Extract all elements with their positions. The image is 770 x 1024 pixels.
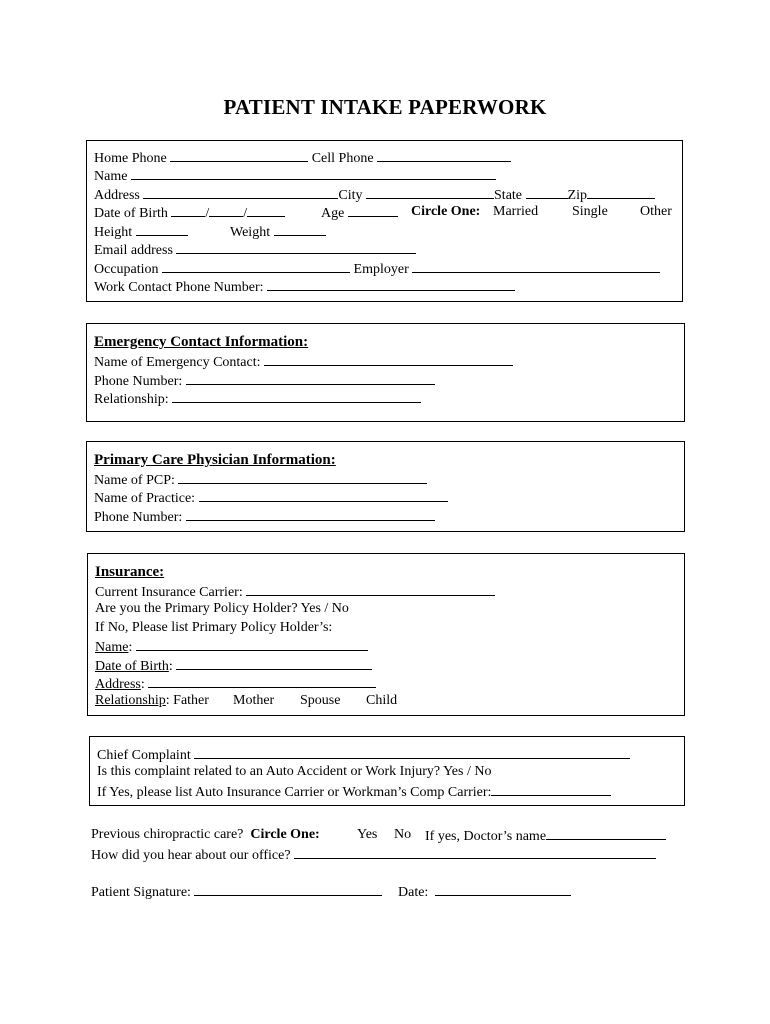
prev-care-row [91, 826, 320, 844]
occupation-row [94, 259, 660, 279]
marital-option-married[interactable]: Married [493, 204, 539, 219]
occupation-label: Occupation [94, 262, 159, 277]
work-phone-field[interactable] [267, 277, 515, 291]
name-label: Name [94, 169, 128, 184]
name-row [94, 166, 496, 186]
signature-row [91, 882, 382, 902]
doctor-name-label: If yes, Doctor’s name [425, 829, 547, 844]
height-row [94, 222, 188, 242]
referral-field[interactable] [294, 845, 656, 859]
dob-day-field[interactable] [209, 203, 243, 217]
weight-group [230, 222, 326, 242]
relationship-option-child[interactable]: Child [366, 693, 398, 708]
pcp-phone-label: Phone Number: [94, 510, 183, 525]
age-group [321, 203, 398, 223]
pcp-name-field[interactable] [178, 470, 427, 484]
emergency-phone-label: Phone Number: [94, 374, 183, 389]
pcp-practice-label: Name of Practice: [94, 491, 196, 506]
prev-care-option-yes[interactable]: Yes [357, 827, 378, 842]
pcp-heading: Primary Care Physician Information: [94, 452, 336, 468]
emergency-name-field[interactable] [264, 352, 513, 366]
dob-separator: / [205, 206, 210, 221]
colon: : [165, 693, 170, 708]
colon: : [140, 677, 145, 692]
work-phone-row [94, 277, 515, 297]
auto-carrier-row [97, 782, 611, 802]
weight-field[interactable] [274, 222, 326, 236]
email-row [94, 240, 416, 260]
age-label: Age [321, 206, 345, 221]
dob-month-field[interactable] [171, 203, 205, 217]
holder-dob-row [95, 656, 372, 676]
holder-name-row [95, 637, 368, 657]
age-field[interactable] [348, 203, 398, 217]
holder-dob-field[interactable] [176, 656, 372, 670]
employer-label: Employer [353, 262, 409, 277]
emergency-name-label: Name of Emergency Contact: [94, 355, 261, 370]
holder-address-row [95, 674, 376, 694]
holder-address-label: Address [95, 677, 141, 692]
chief-complaint-label: Chief Complaint [97, 748, 191, 763]
injury-related-question[interactable]: Is this complaint related to an Auto Accident or Work Injury? Yes / No [97, 764, 492, 779]
doctor-name-field[interactable] [546, 826, 666, 840]
policy-holder-question[interactable]: Are you the Primary Policy Holder? Yes / No [95, 601, 349, 616]
dob-year-field[interactable] [247, 203, 285, 217]
emergency-heading: Emergency Contact Information: [94, 334, 309, 350]
address-label: Address [94, 188, 140, 203]
insurance-carrier-field[interactable] [246, 582, 495, 596]
prev-care-label: Previous chiropractic care? [91, 827, 244, 842]
date-label: Date: [398, 885, 429, 900]
holder-dob-label: Date of Birth [95, 659, 169, 674]
holder-relationship-row [95, 692, 209, 710]
signature-field[interactable] [194, 882, 382, 896]
home-phone-label: Home Phone [94, 151, 167, 166]
emergency-phone-field[interactable] [186, 371, 435, 385]
name-field[interactable] [131, 166, 496, 180]
email-label: Email address [94, 243, 173, 258]
pcp-name-row [94, 470, 427, 490]
auto-carrier-field[interactable] [491, 782, 611, 796]
zip-field[interactable] [587, 185, 655, 199]
insurance-carrier-label: Current Insurance Carrier: [95, 585, 243, 600]
emergency-phone-row [94, 371, 435, 391]
emergency-relationship-label: Relationship: [94, 392, 169, 407]
pcp-name-label: Name of PCP: [94, 473, 175, 488]
dob-row [94, 203, 285, 223]
marital-option-other[interactable]: Other [640, 204, 672, 219]
occupation-field[interactable] [162, 259, 350, 273]
cell-phone-field[interactable] [377, 148, 511, 162]
email-field[interactable] [176, 240, 416, 254]
address-row [94, 185, 655, 205]
zip-label: Zip [567, 188, 587, 203]
date-field[interactable] [435, 882, 571, 896]
cell-phone-label: Cell Phone [311, 151, 374, 166]
policy-holder-instruction: If No, Please list Primary Policy Holder’s: [95, 620, 333, 635]
height-label: Height [94, 225, 133, 240]
referral-label: How did you hear about our office? [91, 848, 291, 863]
colon: : [168, 659, 173, 674]
holder-address-field[interactable] [148, 674, 376, 688]
insurance-carrier-row [95, 582, 495, 602]
marital-option-single[interactable]: Single [572, 204, 608, 219]
colon: : [128, 640, 133, 655]
referral-row [91, 845, 656, 865]
city-field[interactable] [366, 185, 494, 199]
dob-label: Date of Birth [94, 206, 168, 221]
auto-carrier-label: If Yes, please list Auto Insurance Carrier or Workman’s Comp Carrier: [97, 785, 492, 800]
chief-complaint-field[interactable] [194, 745, 630, 759]
height-field[interactable] [136, 222, 188, 236]
relationship-option-spouse[interactable]: Spouse [300, 693, 341, 708]
home-phone-field[interactable] [170, 148, 308, 162]
address-field[interactable] [143, 185, 338, 199]
phone-row [94, 148, 511, 168]
holder-name-field[interactable] [136, 637, 368, 651]
pcp-practice-row [94, 488, 448, 508]
city-label: City [338, 188, 363, 203]
emergency-relationship-row [94, 389, 421, 409]
relationship-option-father[interactable]: Father [173, 693, 209, 708]
signature-label: Patient Signature: [91, 885, 191, 900]
prev-care-option-no[interactable]: No [394, 827, 412, 842]
work-phone-label: Work Contact Phone Number: [94, 280, 264, 295]
weight-label: Weight [230, 225, 271, 240]
marital-circle-one: Circle One: [411, 204, 481, 219]
state-label: State [494, 188, 523, 203]
state-field[interactable] [526, 185, 568, 199]
dob-separator: / [243, 206, 248, 221]
pcp-phone-row [94, 507, 435, 527]
insurance-heading: Insurance: [95, 564, 165, 580]
prev-care-circle-one: Circle One: [250, 827, 320, 842]
emergency-relationship-field[interactable] [172, 389, 421, 403]
relationship-option-mother[interactable]: Mother [233, 693, 275, 708]
page-title: PATIENT INTAKE PAPERWORK [223, 95, 547, 119]
doctor-name-row [425, 826, 666, 846]
pcp-phone-field[interactable] [186, 507, 435, 521]
holder-relationship-label: Relationship [95, 693, 166, 708]
emergency-name-row [94, 352, 513, 372]
pcp-practice-field[interactable] [199, 488, 448, 502]
holder-name-label: Name [95, 640, 129, 655]
chief-complaint-row [97, 745, 630, 765]
date-row [398, 882, 571, 902]
employer-field[interactable] [412, 259, 660, 273]
